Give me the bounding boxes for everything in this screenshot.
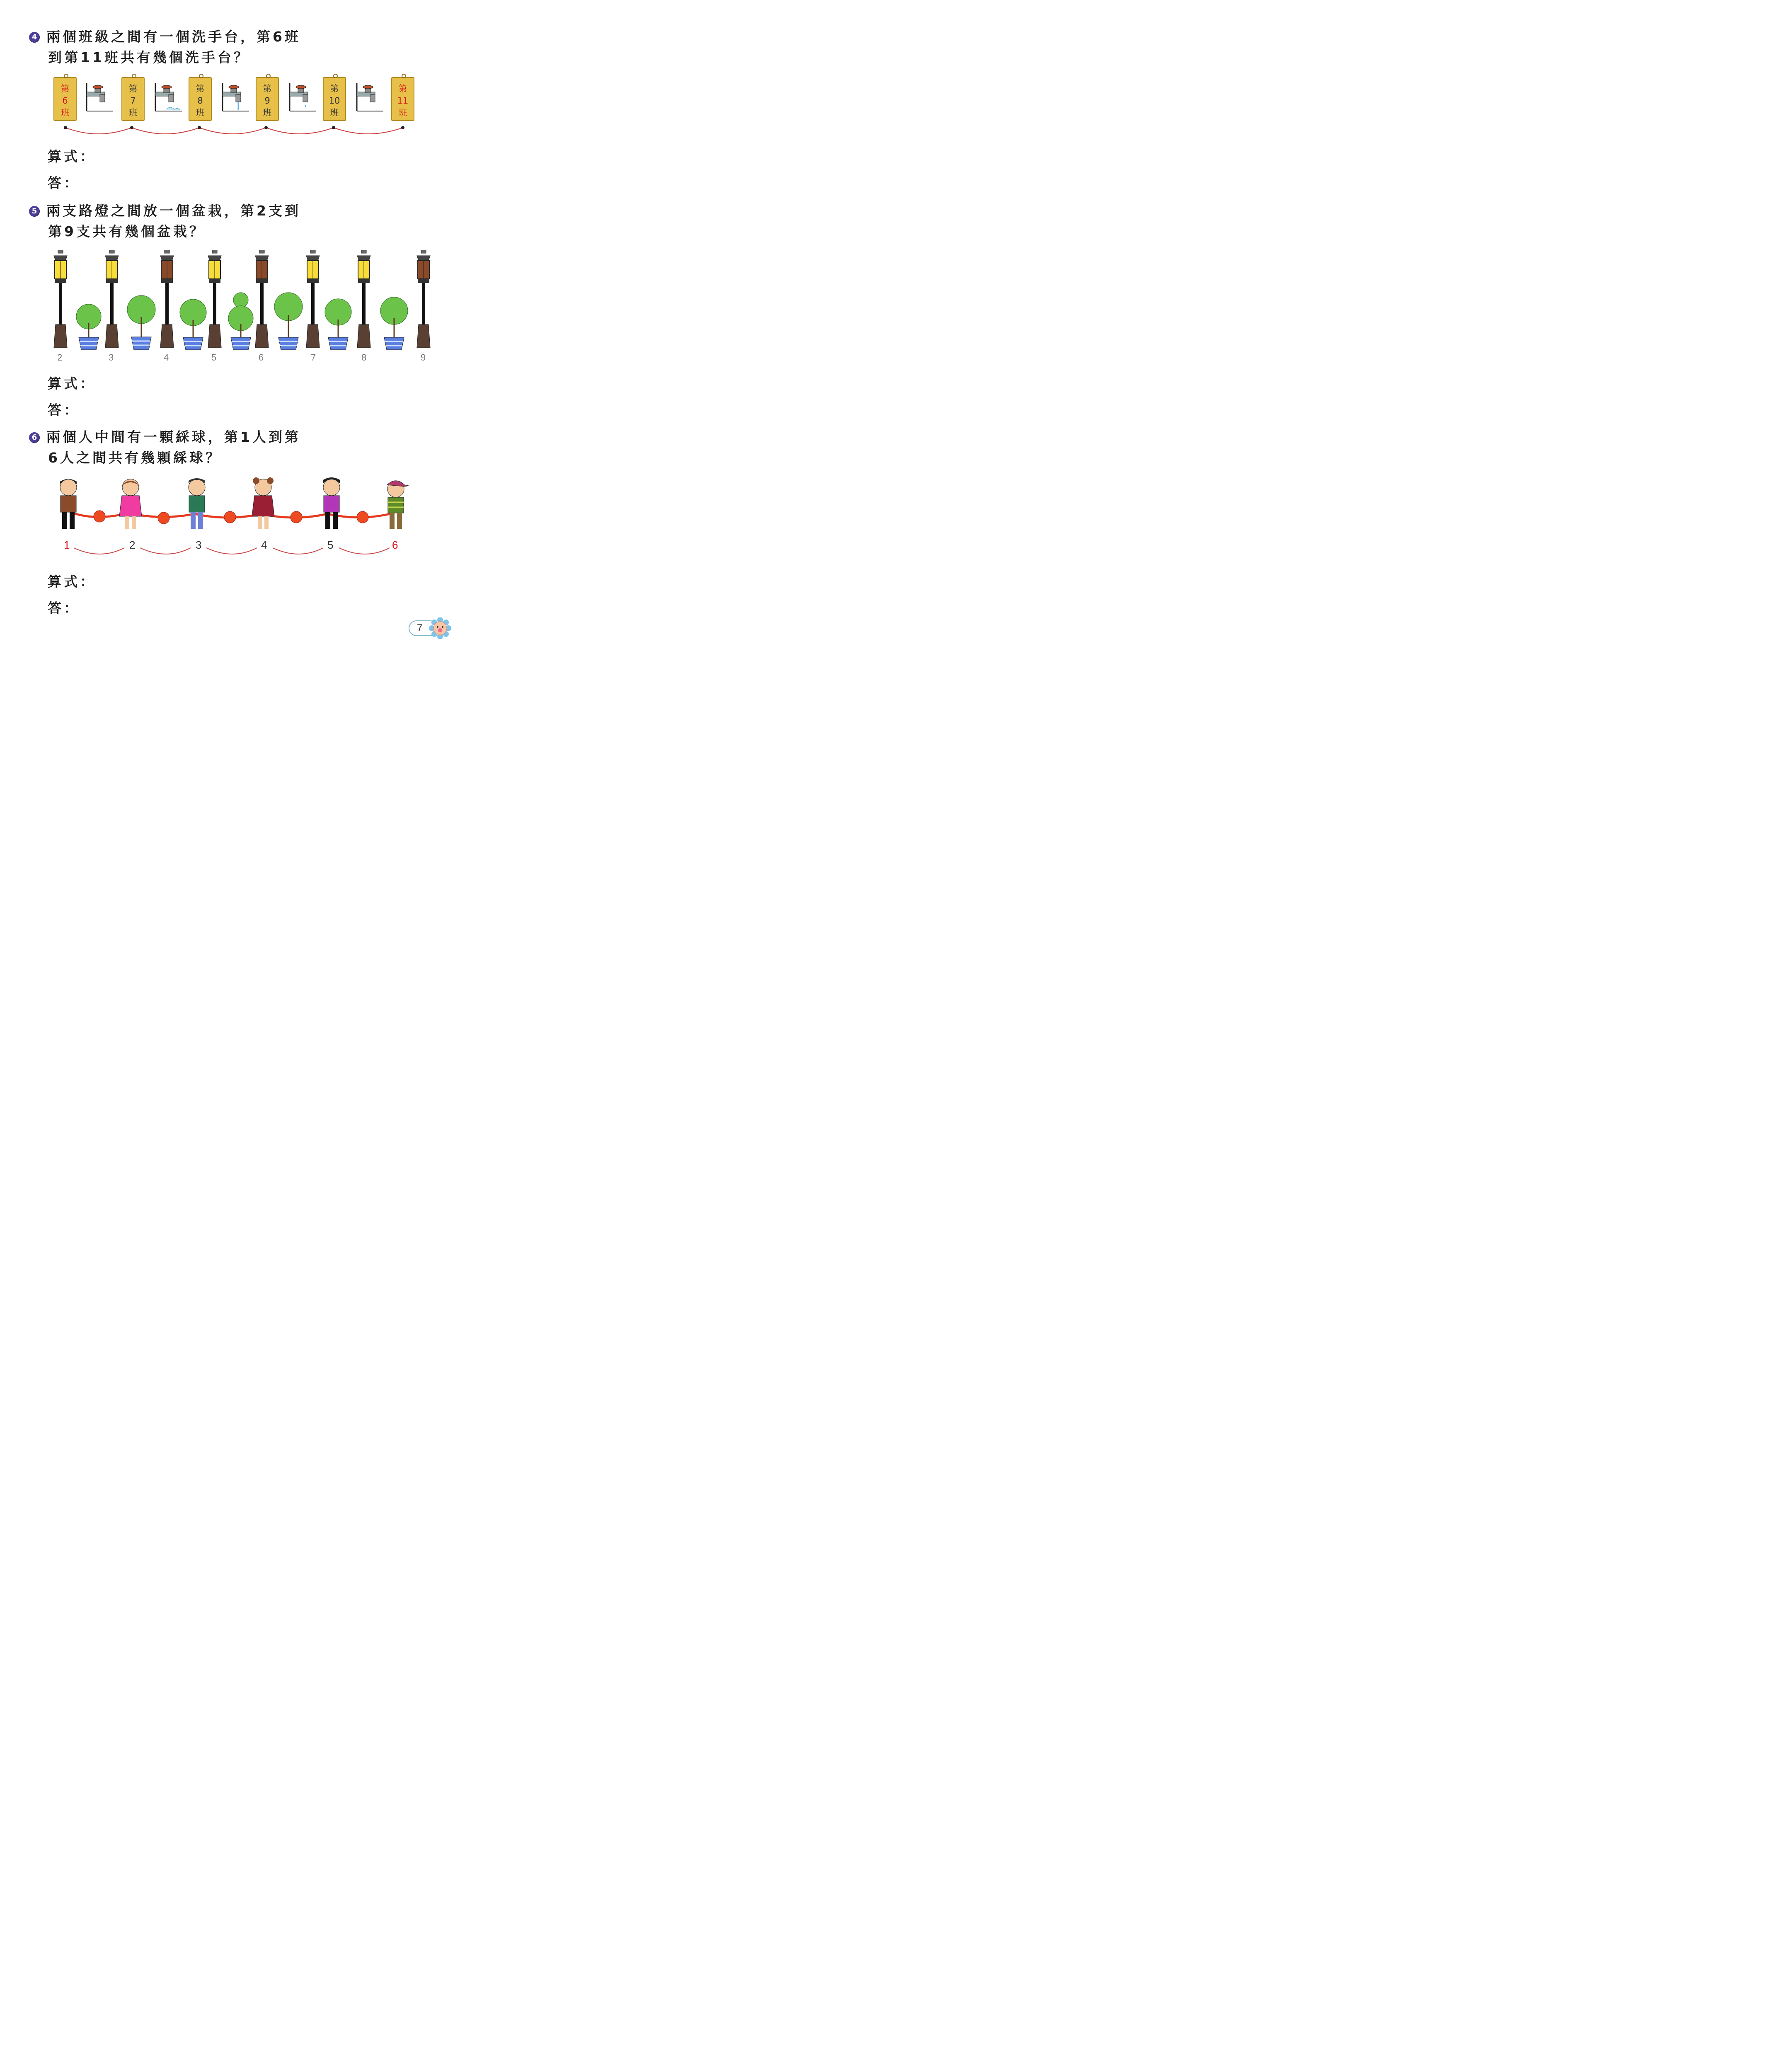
question-5 <box>29 201 443 242</box>
lamp-number: 7 <box>311 352 316 363</box>
answer-label: 答： <box>48 600 80 616</box>
question-number-badge: 4 <box>29 32 40 43</box>
person-number: 3 <box>196 539 202 551</box>
question-4 <box>29 27 443 68</box>
potted-plant-icon <box>226 291 256 351</box>
interval-arcs <box>62 124 406 137</box>
lamp-number: 5 <box>211 352 217 363</box>
child-figure-icon <box>317 477 346 535</box>
potted-plant-icon <box>74 303 104 351</box>
question-text-line2: 第9支共有幾個盆栽？ <box>48 223 206 240</box>
ribbon-garland <box>62 505 410 530</box>
classroom-sign-6: 第 6 班 <box>53 77 77 121</box>
formula-label: 算式： <box>48 148 96 165</box>
faucet-icon <box>155 83 182 115</box>
child-figure-icon <box>249 477 278 535</box>
lamp-number: 3 <box>109 352 114 363</box>
lamp-number: 6 <box>259 352 264 363</box>
street-lamp-icon <box>51 250 70 349</box>
person-number: 5 <box>327 539 334 551</box>
child-figure-icon <box>182 477 211 535</box>
question-number-badge: 5 <box>29 206 40 217</box>
person-number: 1 <box>64 539 70 551</box>
person-number: 2 <box>129 539 136 551</box>
smiley-flower-icon <box>429 617 451 639</box>
question-text-line2: 到第11班共有幾個洗手台？ <box>48 49 250 65</box>
child-figure-icon <box>54 477 83 535</box>
formula-label: 算式： <box>48 574 96 590</box>
question-text-line1: 兩支路燈之間放一個盆栽，第2支到 <box>46 203 301 219</box>
question-6 <box>29 427 443 468</box>
question-text-line1: 兩個人中間有一顆綵球，第1人到第 <box>46 429 301 445</box>
potted-plant-icon <box>379 294 409 351</box>
potted-plant-icon <box>323 296 353 351</box>
lamp-number: 2 <box>57 352 63 363</box>
question-text-line2: 6人之間共有幾顆綵球？ <box>48 450 222 466</box>
potted-plant-icon <box>178 298 208 351</box>
interval-arcs <box>66 542 398 559</box>
person-number: 6 <box>392 539 398 551</box>
child-figure-icon <box>381 477 410 535</box>
lamp-number: 9 <box>421 352 426 363</box>
faucet-icon <box>356 83 383 115</box>
faucet-icon <box>289 83 316 115</box>
lamp-number: 4 <box>164 352 169 363</box>
answer-label: 答： <box>48 402 80 418</box>
question-text-line1: 兩個班級之間有一個洗手台，第6班 <box>46 29 301 45</box>
formula-label: 算式： <box>48 375 96 392</box>
person-number: 4 <box>261 539 267 551</box>
potted-plant-icon <box>126 292 156 351</box>
street-lamp-icon <box>103 250 121 349</box>
classroom-sign-10: 第 10 班 <box>323 77 346 121</box>
street-lamp-icon <box>206 250 224 349</box>
classroom-sign-7: 第 7 班 <box>121 77 145 121</box>
classroom-sign-11: 第 11 班 <box>391 77 414 121</box>
street-lamp-icon <box>414 250 433 349</box>
street-lamp-icon <box>304 250 322 349</box>
classroom-sign-9: 第 9 班 <box>256 77 279 121</box>
lamp-number: 8 <box>361 352 367 363</box>
question-number-badge: 6 <box>29 432 40 443</box>
answer-label: 答： <box>48 175 80 191</box>
street-lamp-icon <box>355 250 373 349</box>
page-number: 7 <box>409 620 438 636</box>
street-lamp-icon <box>158 250 176 349</box>
potted-plant-icon <box>274 286 303 351</box>
faucet-icon <box>86 83 113 115</box>
child-figure-icon <box>116 477 145 535</box>
faucet-icon <box>222 83 249 115</box>
classroom-sign-8: 第 8 班 <box>189 77 212 121</box>
